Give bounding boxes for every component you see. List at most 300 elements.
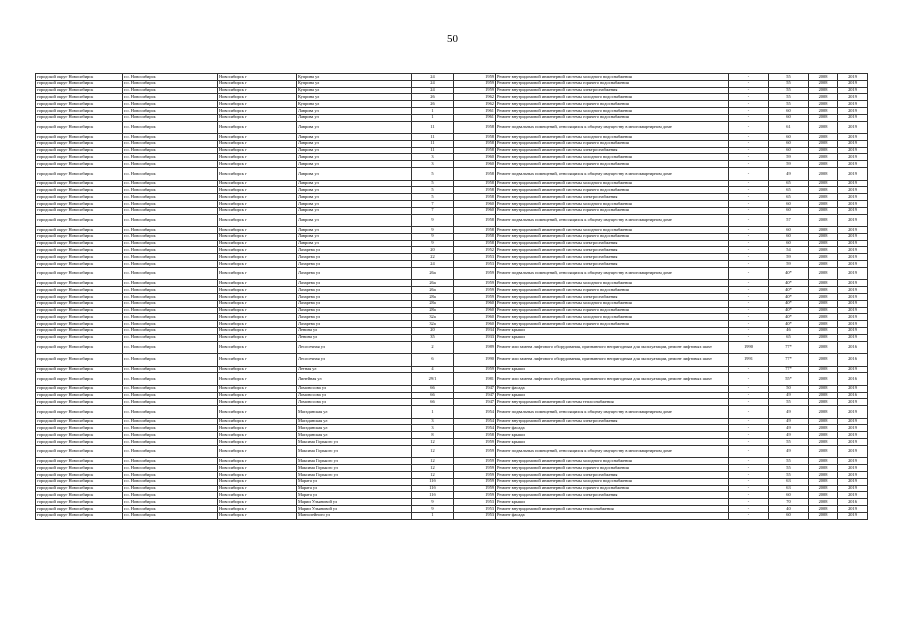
build-year-cell: 1959 xyxy=(454,465,496,472)
district-cell: г.о. Новосибирск xyxy=(123,247,218,254)
house-number-cell: 12 xyxy=(412,471,454,478)
build-year-cell: 1960 xyxy=(454,200,496,207)
municipality-cell: городской округ Новосибирск xyxy=(36,168,123,181)
end-year-cell: 2019 xyxy=(838,327,868,334)
table-row xyxy=(36,300,868,307)
district-cell: г.о. Новосибирск xyxy=(123,478,218,485)
wear-percent-cell: 55 xyxy=(769,458,809,465)
lift-year-cell: - xyxy=(729,505,769,512)
table-row xyxy=(36,334,868,341)
street-cell: Лаврова ул xyxy=(297,207,412,214)
street-cell: Марата ул xyxy=(297,478,412,485)
work-type-cell: Ремонт внутридомовой инженерной системы электроснабжения xyxy=(496,293,729,300)
lift-year-cell: - xyxy=(729,240,769,247)
city-cell: Новосибирск г xyxy=(218,233,297,240)
district-cell: г.о. Новосибирск xyxy=(123,512,218,519)
district-cell: г.о. Новосибирск xyxy=(123,471,218,478)
lift-year-cell: - xyxy=(729,74,769,81)
city-cell: Новосибирск г xyxy=(218,267,297,280)
lift-year-cell: - xyxy=(729,280,769,287)
work-type-cell: Ремонт внутридомовой инженерной системы холодного водоснабжения xyxy=(496,107,729,114)
city-cell: Новосибирск г xyxy=(218,505,297,512)
city-cell: Новосибирск г xyxy=(218,207,297,214)
street-cell: Лаврова ул xyxy=(297,233,412,240)
build-year-cell: 1953 xyxy=(454,512,496,519)
table-row xyxy=(36,385,868,392)
house-number-cell: 3 xyxy=(412,418,454,425)
work-type-cell: Ремонт внутридомовой инженерной системы холодного водоснабжения xyxy=(496,280,729,287)
house-number-cell: 11 xyxy=(412,121,454,134)
lift-year-cell: - xyxy=(729,492,769,499)
lift-year-cell: - xyxy=(729,485,769,492)
municipality-cell: городской округ Новосибирск xyxy=(36,280,123,287)
wear-percent-cell: 49 xyxy=(769,392,809,399)
work-type-cell: Ремонт внутридомовой инженерной системы горячего водоснабжения xyxy=(496,187,729,194)
wear-percent-cell: 49 xyxy=(769,445,809,458)
end-year-cell: 2019 xyxy=(838,418,868,425)
start-year-cell: 2008 xyxy=(809,471,838,478)
lift-year-cell: - xyxy=(729,267,769,280)
street-cell: Лазарева ул xyxy=(297,247,412,254)
wear-percent-cell: 59 xyxy=(769,261,809,268)
city-cell: Новосибирск г xyxy=(218,499,297,506)
start-year-cell: 2008 xyxy=(809,154,838,161)
work-type-cell: Ремонт внутридомовой инженерной системы электроснабжения xyxy=(496,261,729,268)
city-cell: Новосибирск г xyxy=(218,445,297,458)
city-cell: Новосибирск г xyxy=(218,80,297,87)
work-type-cell: Ремонт крыши xyxy=(496,327,729,334)
work-type-cell: Ремонт или замена лифтового оборудования, признанного непригодным для эксплуатации, ремонт лифтовых шахт xyxy=(496,341,729,354)
city-cell: Новосибирск г xyxy=(218,194,297,201)
wear-percent-cell: 60 xyxy=(769,233,809,240)
table-row xyxy=(36,200,868,207)
end-year-cell: 2019 xyxy=(838,385,868,392)
street-cell: Марата ул xyxy=(297,485,412,492)
build-year-cell: 1958 xyxy=(454,187,496,194)
work-type-cell: Ремонт подвальных помещений, относящихся к общему имуществу в многоквартирном доме xyxy=(496,214,729,227)
house-number-cell: 9 xyxy=(412,233,454,240)
house-number-cell: 1 xyxy=(412,114,454,121)
table-row xyxy=(36,439,868,446)
wear-percent-cell: 49 xyxy=(769,168,809,181)
wear-percent-cell: 55 xyxy=(769,94,809,101)
street-cell: Лаврова ул xyxy=(297,147,412,154)
end-year-cell: 2019 xyxy=(838,485,868,492)
district-cell: г.о. Новосибирск xyxy=(123,425,218,432)
build-year-cell: 1989 xyxy=(454,341,496,354)
work-type-cell: Ремонт внутридомовой инженерной системы холодного водоснабжения xyxy=(496,94,729,101)
end-year-cell: 2019 xyxy=(838,254,868,261)
work-type-cell: Ремонт внутридомовой инженерной системы холодного водоснабжения xyxy=(496,134,729,141)
city-cell: Новосибирск г xyxy=(218,247,297,254)
wear-percent-cell: 57 xyxy=(769,214,809,227)
build-year-cell: 1959 xyxy=(454,492,496,499)
work-type-cell: Ремонт внутридомовой инженерной системы электроснабжения xyxy=(496,254,729,261)
wear-percent-cell: 40* xyxy=(769,300,809,307)
district-cell: г.о. Новосибирск xyxy=(123,207,218,214)
municipality-cell: городской округ Новосибирск xyxy=(36,505,123,512)
build-year-cell: 1958 xyxy=(454,134,496,141)
district-cell: г.о. Новосибирск xyxy=(123,385,218,392)
city-cell: Новосибирск г xyxy=(218,418,297,425)
house-number-cell: 11 xyxy=(412,147,454,154)
build-year-cell: 1958 xyxy=(454,180,496,187)
house-number-cell: 5 xyxy=(412,187,454,194)
district-cell: г.о. Новосибирск xyxy=(123,121,218,134)
lift-year-cell: - xyxy=(729,80,769,87)
table-row xyxy=(36,432,868,439)
lift-year-cell: - xyxy=(729,261,769,268)
table-row xyxy=(36,94,868,101)
start-year-cell: 2008 xyxy=(809,512,838,519)
city-cell: Новосибирск г xyxy=(218,458,297,465)
start-year-cell: 2008 xyxy=(809,180,838,187)
table-row xyxy=(36,87,868,94)
city-cell: Новосибирск г xyxy=(218,300,297,307)
house-number-cell: 11 xyxy=(412,134,454,141)
lift-year-cell: - xyxy=(729,334,769,341)
start-year-cell: 2008 xyxy=(809,200,838,207)
table-row xyxy=(36,485,868,492)
lift-year-cell: - xyxy=(729,187,769,194)
work-type-cell: Ремонт внутридомовой инженерной системы теплоснабжения xyxy=(496,505,729,512)
wear-percent-cell: 40* xyxy=(769,321,809,328)
municipality-cell: городской округ Новосибирск xyxy=(36,114,123,121)
work-type-cell: Ремонт внутридомовой инженерной системы горячего водоснабжения xyxy=(496,140,729,147)
end-year-cell: 2019 xyxy=(838,168,868,181)
district-cell: г.о. Новосибирск xyxy=(123,80,218,87)
city-cell: Новосибирск г xyxy=(218,512,297,519)
build-year-cell: 1960 xyxy=(454,300,496,307)
street-cell: Лаврова ул xyxy=(297,187,412,194)
city-cell: Новосибирск г xyxy=(218,406,297,419)
street-cell: Лазарева ул xyxy=(297,261,412,268)
city-cell: Новосибирск г xyxy=(218,114,297,121)
start-year-cell: 2008 xyxy=(809,334,838,341)
district-cell: г.о. Новосибирск xyxy=(123,94,218,101)
build-year-cell: 1960 xyxy=(454,314,496,321)
start-year-cell: 2008 xyxy=(809,161,838,168)
table-row xyxy=(36,478,868,485)
wear-percent-cell: 70 xyxy=(769,499,809,506)
build-year-cell: 1960 xyxy=(454,307,496,314)
end-year-cell: 2019 xyxy=(838,154,868,161)
municipality-cell: городской округ Новосибирск xyxy=(36,334,123,341)
start-year-cell: 2008 xyxy=(809,492,838,499)
table-row xyxy=(36,314,868,321)
end-year-cell: 2019 xyxy=(838,399,868,406)
city-cell: Новосибирск г xyxy=(218,327,297,334)
build-year-cell: 1947 xyxy=(454,392,496,399)
start-year-cell: 2008 xyxy=(809,107,838,114)
table-row xyxy=(36,499,868,506)
house-number-cell: 26а xyxy=(412,267,454,280)
table-row xyxy=(36,287,868,294)
street-cell: Ломоносова ул xyxy=(297,392,412,399)
end-year-cell: 2019 xyxy=(838,247,868,254)
table-row xyxy=(36,254,868,261)
table-row xyxy=(36,214,868,227)
district-cell: г.о. Новосибирск xyxy=(123,432,218,439)
city-cell: Новосибирск г xyxy=(218,154,297,161)
lift-year-cell: - xyxy=(729,373,769,386)
street-cell: Лаврова ул xyxy=(297,194,412,201)
wear-percent-cell: 60 xyxy=(769,147,809,154)
end-year-cell: 2016 xyxy=(838,341,868,354)
end-year-cell: 2019 xyxy=(838,512,868,519)
municipality-cell: городской округ Новосибирск xyxy=(36,327,123,334)
city-cell: Новосибирск г xyxy=(218,439,297,446)
wear-percent-cell: 55 xyxy=(769,87,809,94)
start-year-cell: 2008 xyxy=(809,314,838,321)
municipality-cell: городской округ Новосибирск xyxy=(36,180,123,187)
end-year-cell: 2019 xyxy=(838,200,868,207)
build-year-cell: 1961 xyxy=(454,107,496,114)
street-cell: Магаданская ул xyxy=(297,418,412,425)
end-year-cell: 2019 xyxy=(838,194,868,201)
city-cell: Новосибирск г xyxy=(218,87,297,94)
house-number-cell: 1 xyxy=(412,406,454,419)
work-type-cell: Ремонт подвальных помещений, относящихся к общему имуществу в многоквартирном доме xyxy=(496,168,729,181)
wear-percent-cell: 46 xyxy=(769,327,809,334)
municipality-cell: городской округ Новосибирск xyxy=(36,80,123,87)
district-cell: г.о. Новосибирск xyxy=(123,334,218,341)
street-cell: Мавзолейного ул xyxy=(297,512,412,519)
end-year-cell: 2019 xyxy=(838,147,868,154)
work-type-cell: Ремонт крыши xyxy=(496,334,729,341)
build-year-cell: 1959 xyxy=(454,478,496,485)
end-year-cell: 2019 xyxy=(838,87,868,94)
wear-percent-cell: 65 xyxy=(769,187,809,194)
build-year-cell: 1981 xyxy=(454,373,496,386)
table-row xyxy=(36,492,868,499)
end-year-cell: 2019 xyxy=(838,261,868,268)
house-number-cell: 12 xyxy=(412,465,454,472)
city-cell: Новосибирск г xyxy=(218,432,297,439)
city-cell: Новосибирск г xyxy=(218,293,297,300)
district-cell: г.о. Новосибирск xyxy=(123,101,218,108)
lift-year-cell: - xyxy=(729,366,769,373)
table-row xyxy=(36,373,868,386)
start-year-cell: 2008 xyxy=(809,207,838,214)
house-number-cell: 24 xyxy=(412,74,454,81)
end-year-cell: 2019 xyxy=(838,287,868,294)
build-year-cell: 1947 xyxy=(454,399,496,406)
table-row xyxy=(36,293,868,300)
municipality-cell: городской округ Новосибирск xyxy=(36,307,123,314)
table-row xyxy=(36,147,868,154)
start-year-cell: 2008 xyxy=(809,300,838,307)
start-year-cell: 2008 xyxy=(809,187,838,194)
district-cell: г.о. Новосибирск xyxy=(123,200,218,207)
street-cell: Ленина ул xyxy=(297,327,412,334)
start-year-cell: 2008 xyxy=(809,418,838,425)
end-year-cell: 2019 xyxy=(838,114,868,121)
table-row xyxy=(36,280,868,287)
city-cell: Новосибирск г xyxy=(218,180,297,187)
municipality-cell: городской округ Новосибирск xyxy=(36,399,123,406)
city-cell: Новосибирск г xyxy=(218,392,297,399)
build-year-cell: 1960 xyxy=(454,321,496,328)
lift-year-cell: - xyxy=(729,499,769,506)
district-cell: г.о. Новосибирск xyxy=(123,87,218,94)
end-year-cell: 2019 xyxy=(838,406,868,419)
city-cell: Новосибирск г xyxy=(218,161,297,168)
end-year-cell: 2016 xyxy=(838,373,868,386)
district-cell: г.о. Новосибирск xyxy=(123,406,218,419)
end-year-cell: 2019 xyxy=(838,240,868,247)
build-year-cell: 1958 xyxy=(454,194,496,201)
build-year-cell: 1958 xyxy=(454,147,496,154)
table-row xyxy=(36,74,868,81)
house-number-cell: 9 xyxy=(412,214,454,227)
municipality-cell: городской округ Новосибирск xyxy=(36,147,123,154)
municipality-cell: городской округ Новосибирск xyxy=(36,373,123,386)
table-row xyxy=(36,114,868,121)
end-year-cell: 2019 xyxy=(838,80,868,87)
start-year-cell: 2008 xyxy=(809,307,838,314)
end-year-cell: 2019 xyxy=(838,94,868,101)
house-number-cell: 8 xyxy=(412,432,454,439)
city-cell: Новосибирск г xyxy=(218,287,297,294)
wear-percent-cell: 60 xyxy=(769,227,809,234)
lift-year-cell: 1991 xyxy=(729,354,769,367)
lift-year-cell: - xyxy=(729,321,769,328)
city-cell: Новосибирск г xyxy=(218,385,297,392)
start-year-cell: 2008 xyxy=(809,267,838,280)
district-cell: г.о. Новосибирск xyxy=(123,240,218,247)
city-cell: Новосибирск г xyxy=(218,373,297,386)
table-row xyxy=(36,227,868,234)
house-number-cell: 28а xyxy=(412,307,454,314)
city-cell: Новосибирск г xyxy=(218,147,297,154)
house-number-cell: 7 xyxy=(412,207,454,214)
start-year-cell: 2008 xyxy=(809,366,838,373)
end-year-cell: 2019 xyxy=(838,140,868,147)
street-cell: Марии Ульяновой ул xyxy=(297,499,412,506)
table-row xyxy=(36,134,868,141)
wear-percent-cell: 59 xyxy=(769,161,809,168)
street-cell: Ломоносова ул xyxy=(297,385,412,392)
city-cell: Новосибирск г xyxy=(218,254,297,261)
wear-percent-cell: 55 xyxy=(769,80,809,87)
district-cell: г.о. Новосибирск xyxy=(123,187,218,194)
work-type-cell: Ремонт внутридомовой инженерной системы электроснабжения xyxy=(496,492,729,499)
house-number-cell: 9 xyxy=(412,505,454,512)
build-year-cell: 1959 xyxy=(454,87,496,94)
municipality-cell: городской округ Новосибирск xyxy=(36,366,123,373)
end-year-cell: 2019 xyxy=(838,300,868,307)
wear-percent-cell: 40 xyxy=(769,505,809,512)
start-year-cell: 2008 xyxy=(809,227,838,234)
city-cell: Новосибирск г xyxy=(218,471,297,478)
lift-year-cell: - xyxy=(729,147,769,154)
build-year-cell: 1990 xyxy=(454,354,496,367)
table-row xyxy=(36,154,868,161)
municipality-cell: городской округ Новосибирск xyxy=(36,94,123,101)
street-cell: Куприна ул xyxy=(297,80,412,87)
lift-year-cell: - xyxy=(729,432,769,439)
municipality-cell: городской округ Новосибирск xyxy=(36,233,123,240)
city-cell: Новосибирск г xyxy=(218,492,297,499)
work-type-cell: Ремонт крыши xyxy=(496,392,729,399)
lift-year-cell: - xyxy=(729,94,769,101)
wear-percent-cell: 77* xyxy=(769,354,809,367)
street-cell: Лаврова ул xyxy=(297,134,412,141)
house-number-cell: 35 xyxy=(412,334,454,341)
start-year-cell: 2008 xyxy=(809,74,838,81)
city-cell: Новосибирск г xyxy=(218,366,297,373)
start-year-cell: 2008 xyxy=(809,458,838,465)
end-year-cell: 2019 xyxy=(838,307,868,314)
table-row xyxy=(36,307,868,314)
street-cell: Лазарева ул xyxy=(297,254,412,261)
house-number-cell: 11б xyxy=(412,492,454,499)
table-row xyxy=(36,207,868,214)
end-year-cell: 2019 xyxy=(838,121,868,134)
lift-year-cell: - xyxy=(729,233,769,240)
city-cell: Новосибирск г xyxy=(218,187,297,194)
city-cell: Новосибирск г xyxy=(218,227,297,234)
city-cell: Новосибирск г xyxy=(218,94,297,101)
street-cell: Лазарева ул xyxy=(297,314,412,321)
wear-percent-cell: 77* xyxy=(769,341,809,354)
wear-percent-cell: 40* xyxy=(769,280,809,287)
start-year-cell: 2008 xyxy=(809,439,838,446)
table-row xyxy=(36,101,868,108)
lift-year-cell: - xyxy=(729,121,769,134)
city-cell: Новосибирск г xyxy=(218,465,297,472)
street-cell: Лесосечная ул xyxy=(297,341,412,354)
house-number-cell: 9 xyxy=(412,227,454,234)
house-number-cell: 9 xyxy=(412,499,454,506)
start-year-cell: 2008 xyxy=(809,445,838,458)
house-number-cell: 28а xyxy=(412,300,454,307)
work-type-cell: Ремонт внутридомовой инженерной системы горячего водоснабжения xyxy=(496,485,729,492)
build-year-cell: 1960 xyxy=(454,161,496,168)
start-year-cell: 2008 xyxy=(809,80,838,87)
build-year-cell: 1959 xyxy=(454,80,496,87)
work-type-cell: Ремонт внутридомовой инженерной системы электроснабжения xyxy=(496,87,729,94)
municipality-cell: городской округ Новосибирск xyxy=(36,194,123,201)
municipality-cell: городской округ Новосибирск xyxy=(36,406,123,419)
start-year-cell: 2008 xyxy=(809,406,838,419)
municipality-cell: городской округ Новосибирск xyxy=(36,385,123,392)
house-number-cell: 24 xyxy=(412,87,454,94)
start-year-cell: 2008 xyxy=(809,233,838,240)
municipality-cell: городской округ Новосибирск xyxy=(36,439,123,446)
house-number-cell: 3 xyxy=(412,161,454,168)
work-type-cell: Ремонт или замена лифтового оборудования, признанного непригодным для эксплуатации, ремонт лифтовых шахт xyxy=(496,354,729,367)
house-number-cell: 5 xyxy=(412,194,454,201)
wear-percent-cell: 63 xyxy=(769,478,809,485)
end-year-cell: 2019 xyxy=(838,458,868,465)
wear-percent-cell: 40* xyxy=(769,293,809,300)
wear-percent-cell: 60 xyxy=(769,492,809,499)
municipality-cell: городской округ Новосибирск xyxy=(36,471,123,478)
municipality-cell: городской округ Новосибирск xyxy=(36,134,123,141)
municipality-cell: городской округ Новосибирск xyxy=(36,107,123,114)
house-number-cell: 66 xyxy=(412,392,454,399)
build-year-cell: 1960 xyxy=(454,207,496,214)
municipality-cell: городской округ Новосибирск xyxy=(36,227,123,234)
house-number-cell: 3 xyxy=(412,154,454,161)
municipality-cell: городской округ Новосибирск xyxy=(36,512,123,519)
table-row xyxy=(36,321,868,328)
build-year-cell: 1959 xyxy=(454,74,496,81)
street-cell: Лаврова ул xyxy=(297,107,412,114)
work-type-cell: Ремонт подвальных помещений, относящихся к общему имуществу в многоквартирном доме xyxy=(496,121,729,134)
